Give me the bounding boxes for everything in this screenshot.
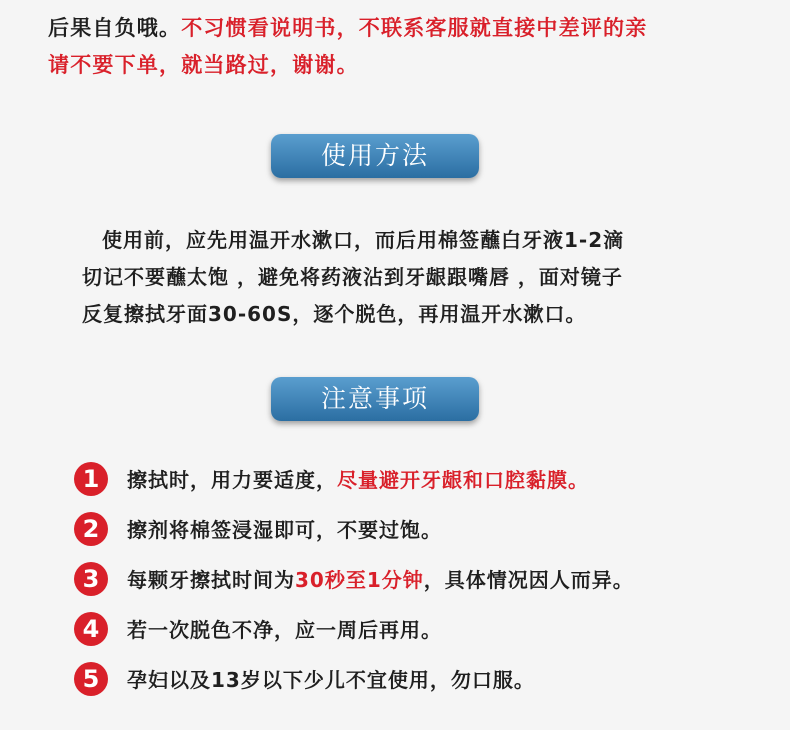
number-badge-1: 1	[74, 462, 108, 496]
usage-instructions	[82, 222, 722, 333]
note-text-1	[127, 465, 589, 495]
note-text-3-red: 30秒至1分钟	[295, 568, 424, 592]
notes-list	[74, 462, 774, 712]
note-text-4: 若一次脱色不净，应一周后再用。	[127, 618, 442, 642]
usage-line-2: 切记不要蘸太饱 ，避免将药液沾到牙龈跟嘴唇 ，面对镜子	[82, 265, 623, 289]
intro-line-1	[48, 10, 748, 47]
note-item-4	[74, 612, 774, 662]
intro-text	[48, 10, 748, 84]
number-badge-2: 2	[74, 512, 108, 546]
intro-line-2: 请不要下单，就当路过，谢谢。	[48, 53, 359, 77]
usage-line-1: 使用前，应先用温开水漱口，而后用棉签蘸白牙液1-2滴	[102, 228, 625, 252]
note-text-1-red: 尽量避开牙龈和口腔黏膜。	[337, 468, 589, 492]
note-item-3	[74, 562, 774, 612]
number-badge-3: 3	[74, 562, 108, 596]
usage-heading: 使用方法	[271, 134, 479, 178]
note-text-5: 孕妇以及13岁以下少儿不宜使用，勿口服。	[127, 668, 535, 692]
note-item-2	[74, 512, 774, 562]
note-text-3-black: 每颗牙擦拭时间为	[127, 568, 295, 592]
number-badge-5: 5	[74, 662, 108, 696]
notes-heading: 注意事项	[271, 377, 479, 421]
usage-line-3: 反复擦拭牙面30-60S，逐个脱色，再用温开水漱口。	[82, 302, 587, 326]
note-text-2: 擦剂将棉签浸湿即可，不要过饱。	[127, 518, 442, 542]
number-badge-4: 4	[74, 612, 108, 646]
note-text-3	[127, 565, 634, 595]
note-item-5	[74, 662, 774, 712]
note-text-1-black: 擦拭时，用力要适度，	[127, 468, 337, 492]
intro-line-1-black: 后果自负哦。	[48, 16, 182, 40]
intro-line-1-red: 不习惯看说明书，不联系客服就直接中差评的亲	[181, 16, 648, 40]
note-text-3-after: ，具体情况因人而异。	[423, 568, 634, 592]
note-item-1	[74, 462, 774, 512]
